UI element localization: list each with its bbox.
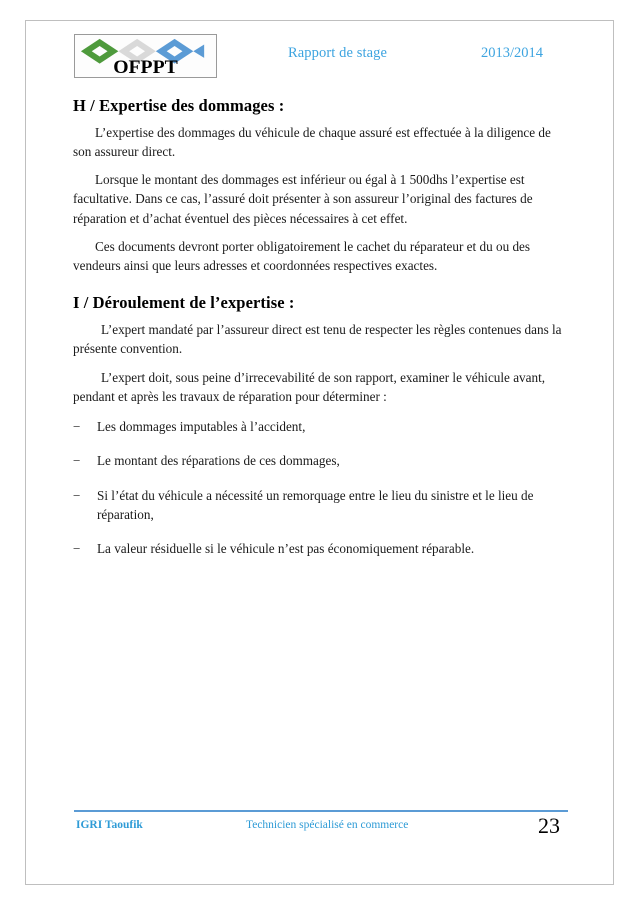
dash-marker-icon: − <box>73 487 81 503</box>
section-heading-h: H / Expertise des dommages : <box>73 96 285 115</box>
section-h-paragraph-2: Lorsque le montant des dommages est inférieur ou égal à 1 500dhs l’expertise est facultative. Dans ce cas, l’assuré doit présenter à son assureur l’original des factures de réparation et d’achat éventuel des pièces nécessaires à cet effet. <box>73 172 533 226</box>
document-footer <box>74 810 574 856</box>
footer-author-name: IGRI Taoufik <box>76 819 143 831</box>
ofppt-logo-wordmark: OFPPT <box>113 57 178 77</box>
list-item <box>73 486 571 525</box>
ofppt-logo-icon <box>75 35 216 77</box>
expertise-requirements-list <box>73 417 571 558</box>
document-header <box>26 21 613 87</box>
section-h-paragraph-1: L’expertise des dommages du véhicule de chaque assuré est effectuée à la diligence de son assureur direct. <box>73 124 551 159</box>
header-academic-year: 2013/2014 <box>481 45 544 61</box>
footer-divider <box>74 810 568 812</box>
section-i-paragraph-1: L’expert mandaté par l’assureur direct est tenu de respecter les règles contenues dans la présente convention. <box>73 322 562 357</box>
document-page <box>25 20 614 885</box>
dash-marker-icon: − <box>73 419 81 435</box>
dash-marker-icon: − <box>73 541 81 557</box>
page-number: 23 <box>538 813 560 838</box>
list-item-label: Les dommages imputables à l’accident, <box>97 419 306 435</box>
section-heading-i: I / Déroulement de l’expertise : <box>73 293 295 313</box>
section-h-paragraph-3: Ces documents devront porter obligatoirement le cachet du réparateur et du ou des vendeurs ainsi que leurs adresses et coordonnées respectives exactes. <box>73 238 531 274</box>
list-item-label: Si l’état du véhicule a nécessité un remorquage entre le lieu du sinistre et le lieu de réparation, <box>97 487 534 522</box>
list-item <box>73 417 571 436</box>
section-i-paragraph-2: L’expert doit, sous peine d’irrecevabilité de son rapport, examiner le véhicule avant, pendant et après les travaux de réparation pour déterminer : <box>73 369 546 404</box>
footer-author-role: Technicien spécialisé en commerce <box>246 819 409 831</box>
header-document-title: Rapport de stage <box>288 45 388 61</box>
list-item <box>73 451 571 470</box>
document-body <box>73 96 571 574</box>
list-item-label: La valeur résiduelle si le véhicule n’est pas économiquement réparable. <box>97 541 475 557</box>
dash-marker-icon: − <box>73 453 81 469</box>
list-item-label: Le montant des réparations de ces dommages, <box>97 453 340 469</box>
list-item <box>73 539 571 558</box>
ofppt-logo <box>74 34 217 78</box>
